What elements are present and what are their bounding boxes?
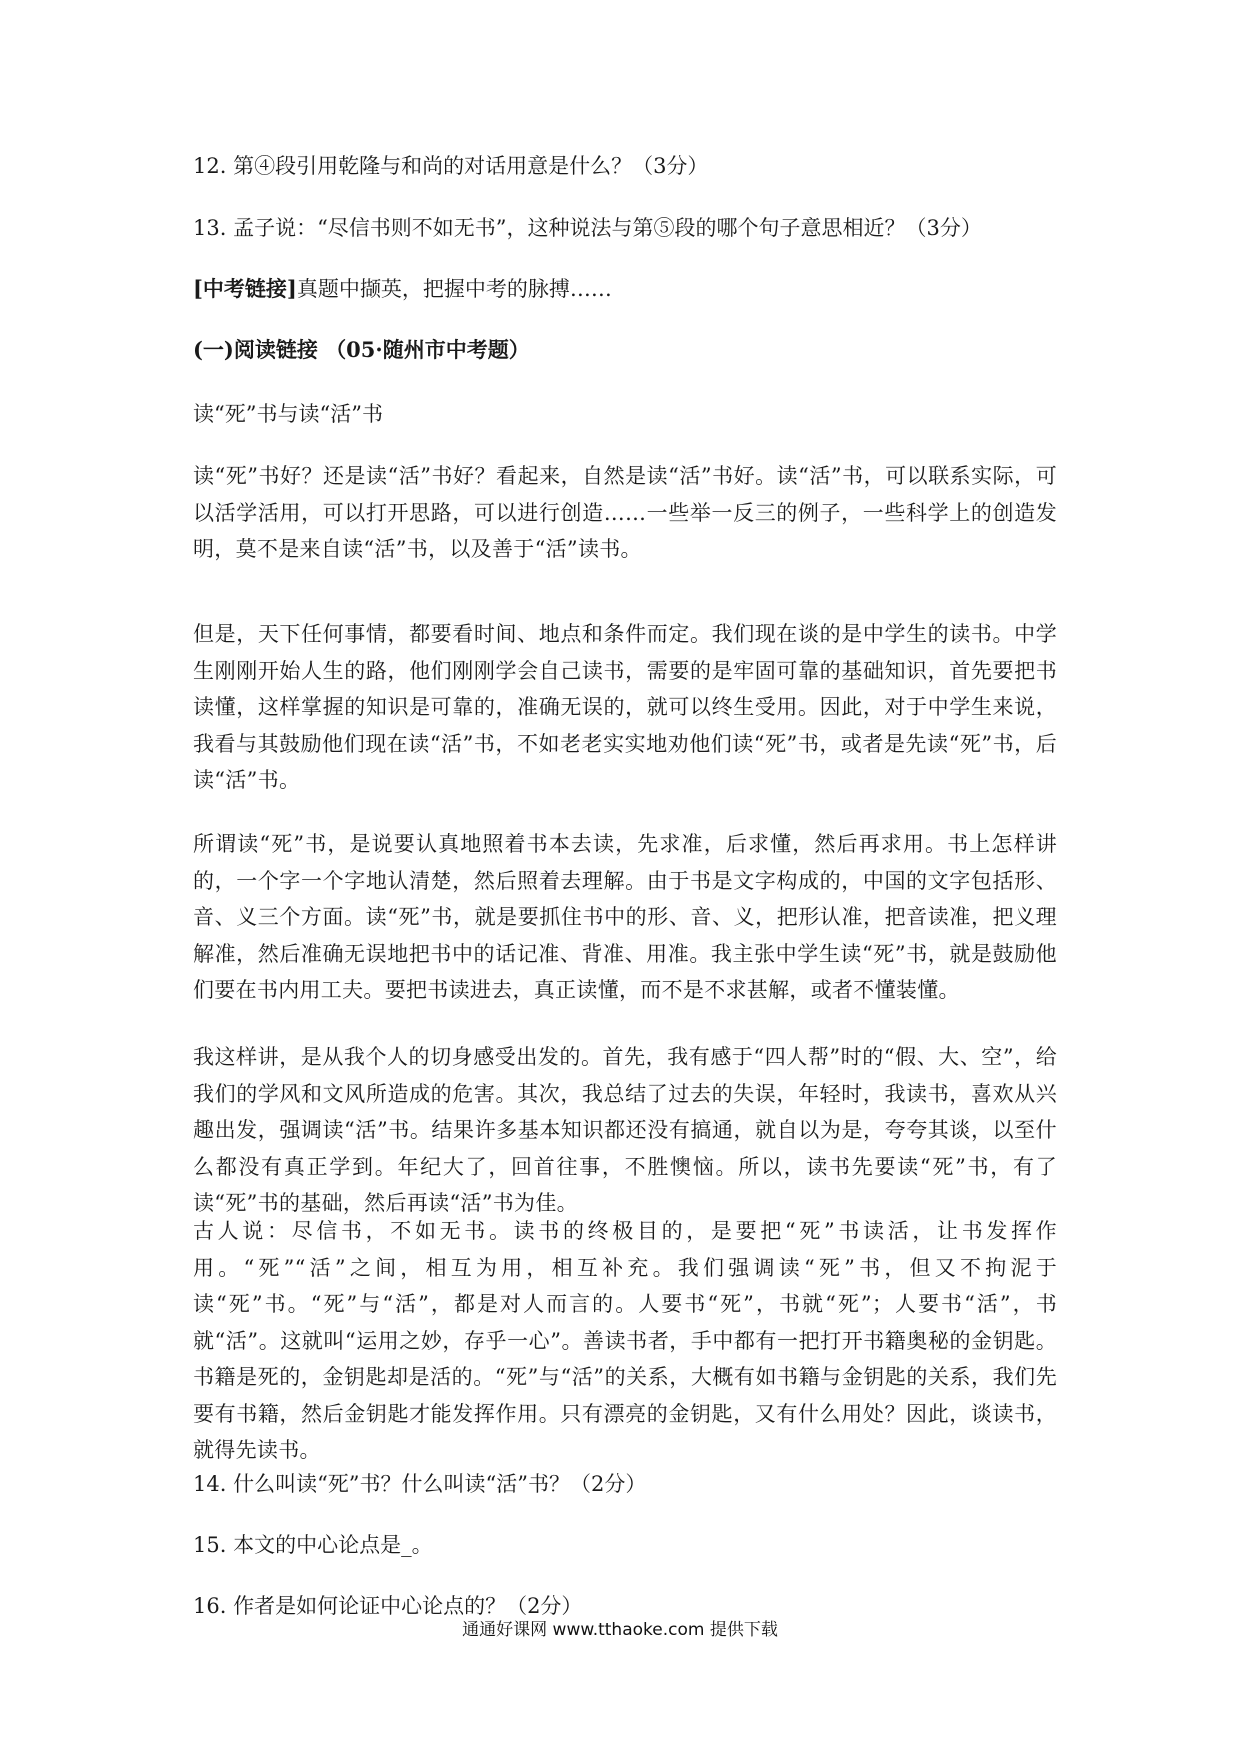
exam-link-text: 真题中撷英，把握中考的脉搏……	[296, 277, 612, 301]
exam-link-label: [中考链接]	[193, 276, 297, 301]
article-paragraph-3: 所谓读“死”书，是说要认真地照着书本去读，先求准，后求懂，然后再求用。书上怎样讲的，一个字一个字地认清楚，然后照着去理解。由于书是文字构成的，中国的文字包括形、音、义三个方面。读“死”书，就是要抓住书中的形、音、义，把形认准，把音读准，把义理解准，然后准确无误地把书中的话记准、背准、用准。我主张中学生读“死”书，就是鼓励他们要在书内用工夫。要把书读进去，真正读懂，而不是不求甚解，或者不懂装懂。	[193, 832, 1057, 1002]
question-12: 12. 第④段引用乾隆与和尚的对话用意是什么？（3分）	[193, 154, 709, 178]
question-16: 16. 作者是如何论证中心论点的？（2分）	[193, 1594, 583, 1618]
question-15: 15. 本文的中心论点是_。	[193, 1533, 433, 1557]
exam-link	[193, 271, 612, 307]
footer-download-note: 通通好课网 www.tthaoke.com 提供下载	[462, 1620, 778, 1640]
article-title: 读“死”书与读“活”书	[193, 402, 383, 426]
article-paragraph-1: 读“死”书好？还是读“活”书好？看起来，自然是读“活”书好。读“活”书，可以联系实际，可以活学活用，可以打开思路，可以进行创造……一些举一反三的例子，一些科学上的创造发明，莫不是来自读“活”书，以及善于“活”读书。	[193, 464, 1057, 561]
article-paragraph-4: 我这样讲，是从我个人的切身感受出发的。首先，我有感于“四人帮”时的“假、大、空”，给我们的学风和文风所造成的危害。其次，我总结了过去的失误，年轻时，我读书，喜欢从兴趣出发，强调读“活”书。结果许多基本知识都还没有搞通，就自以为是，夸夸其谈，以至什么都没有真正学到。年纪大了，回首往事，不胜懊恼。所以，读书先要读“死”书，有了读“死”书的基础，然后再读“活”书为佳。	[193, 1045, 1057, 1215]
article-paragraph-5: 古人说：尽信书，不如无书。读书的终极目的，是要把“死”书读活，让书发挥作用。“死”“活”之间，相互为用，相互补充。我们强调读“死”书，但又不拘泥于读“死”书。“死”与“活”，都是对人而言的。人要书“死”，书就“死”；人要书“活”，书就“活”。这就叫“运用之妙，存乎一心”。善读书者，手中都有一把打开书籍奥秘的金钥匙。书籍是死的，金钥匙却是活的。“死”与“活”的关系，大概有如书籍与金钥匙的关系，我们先要有书籍，然后金钥匙才能发挥作用。只有漂亮的金钥匙，又有什么用处？因此，谈读书，就得先读书。	[193, 1219, 1057, 1462]
reading-link-heading: (一)阅读链接 （05·随州市中考题）	[193, 337, 530, 362]
question-14: 14. 什么叫读“死”书？什么叫读“活”书？（2分）	[193, 1472, 647, 1496]
article-paragraph-2: 但是，天下任何事情，都要看时间、地点和条件而定。我们现在谈的是中学生的读书。中学生刚刚开始人生的路，他们刚刚学会自己读书，需要的是牢固可靠的基础知识，首先要把书读懂，这样掌握的知识是可靠的，准确无误的，就可以终生受用。因此，对于中学生来说，我看与其鼓励他们现在读“活”书，不如老老实实地劝他们读“死”书，或者是先读“死”书，后读“活”书。	[193, 622, 1057, 792]
question-13: 13. 孟子说：“尽信书则不如无书”，这种说法与第⑤段的哪个句子意思相近？（3分）	[193, 216, 982, 240]
